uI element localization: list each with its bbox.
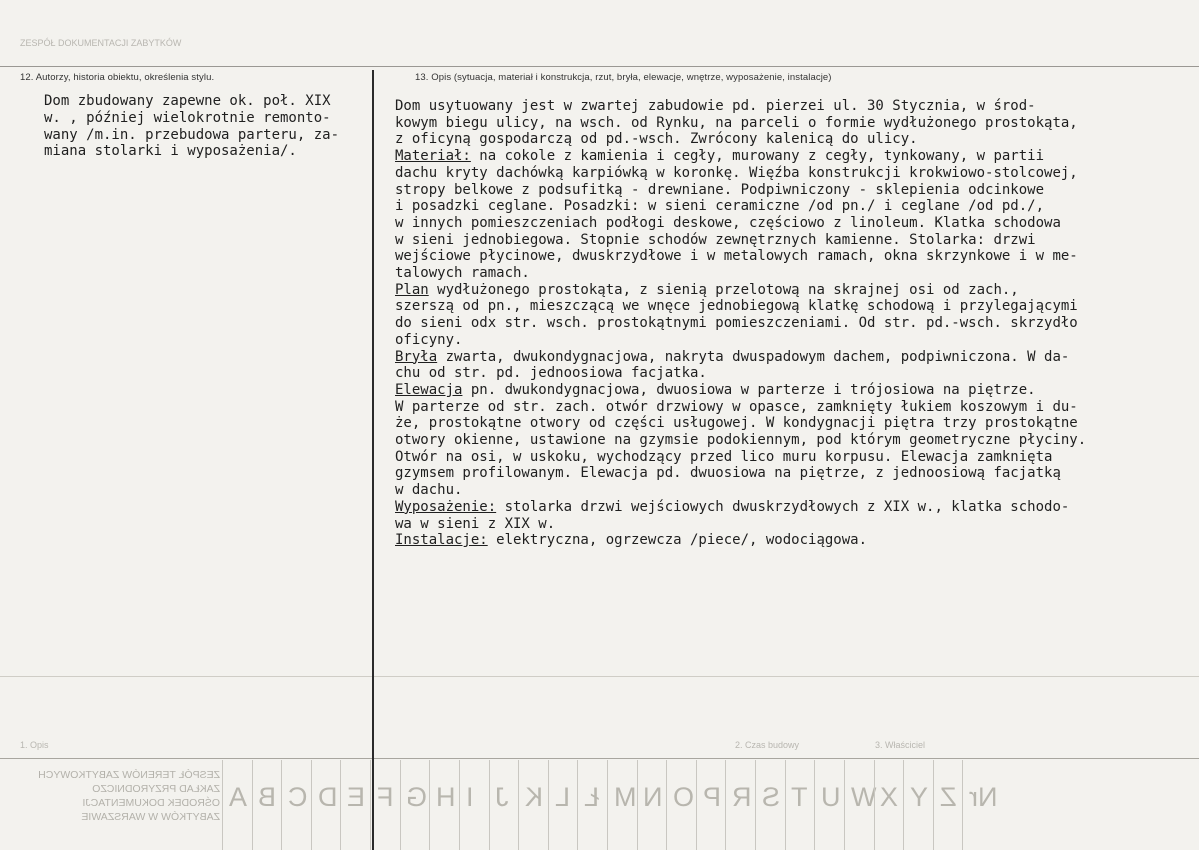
plan-first-line: wydłużonego prostokąta, z sienią przelotową na skrajnej osi od zach., [428,281,1019,298]
index-letter: K [524,782,543,812]
index-letter-cell [400,760,431,850]
stamp-line: ZESPÓŁ TERENÓW ZABYTKOWYCH [38,769,220,781]
elewacja-line: otwory okienne, ustawione na gzymsie podokiennym, pod którym geometryczne płyciny. [395,432,1087,449]
section-12-header: 12. Autorzy, historia obiektu, określenia stylu. [20,72,215,83]
elewacja-line: gzymsem profilowanym. Elewacja pd. dwuosiowa na piętrze, z jednoosiową facjatką [395,465,1061,482]
index-letter-cell [666,760,697,850]
instalacje-first-line: elektryczna, ogrzewcza /piece/, wodociągowa. [487,532,868,549]
left-line: Dom zbudowany zapewne ok. poł. XIX [44,93,331,109]
index-letter-cell [725,760,756,850]
elewacja-line: że, prostokątne otwory od części usługowej. W kondygnacji piętra trzy prostokątne [395,415,1078,432]
plan-line: oficyny. [395,331,463,348]
index-letter: I [465,782,474,812]
index-letter: U [821,782,841,812]
authors-history-text [44,93,364,160]
index-letter-cell [844,760,875,850]
wyposazenie-line: wa w sieni z XIX w. [395,515,556,532]
index-letter: G [406,782,428,812]
index-letter: A [228,782,247,812]
index-letter-cell [874,760,905,850]
plan-line: szerszą od pn., mieszczącą we wnęce jednobiegową klatkę schodową i przylegającymi [395,298,1078,315]
description-text [395,98,1195,549]
reverse-stamp-block [10,768,220,824]
elewacja-first-line: pn. dwukondygnacjowa, dwuosiowa w parterze i trójosiowa na piętrze. [462,381,1036,398]
elewacja-line: w dachu. [395,482,463,499]
index-letter: S [761,782,780,812]
index-letter: B [258,782,277,812]
index-letter-cell [429,760,460,850]
material-line: w innych pomieszczeniach podłogi deskowe, częściowo z linoleum. Klatka schodowa [395,214,1061,231]
elewacja-line: Otwór na osi, w uskoku, wychodzący przed lico muru korpusu. Elewacja zamknięta [395,448,1053,465]
material-line: i posadzki ceglane. Posadzki: w sieni ceramiczne /od pn./ i ceglane /od pd./, [395,198,1045,215]
section-13-header: 13. Opis (sytuacja, materiał i konstrukcja, rzut, bryła, elewacje, wnętrze, wyposażenie, instalacje) [415,72,832,83]
ghost-rule-1 [0,676,1199,677]
index-letter-cell [962,760,998,850]
stamp-line: ZAKŁAD PRZYRODNICZO [92,783,220,795]
index-letter-cell [696,760,727,850]
instalacje-label: Instalacje: [395,532,488,549]
index-letter: M [613,782,637,812]
bryla-paragraph [395,349,1195,366]
index-letter: J [495,782,509,812]
index-letter-cell [252,760,283,850]
bryla-first-line: zwarta, dwukondygnacjowa, nakryta dwuspadowym dachem, podpiwniczona. W da- [437,348,1070,365]
intro-line: kowym biegu ulicy, na wsch. od Rynku, na parceli o formie wydłużonego prostokąta, [395,114,1078,131]
index-letter-cell [370,760,401,850]
top-rule [0,66,1199,67]
elewacja-line: W parterze od str. zach. otwór drzwiowy w opasce, zamknięty łukiem koszowym i du- [395,398,1078,415]
index-letter-cell [755,760,786,850]
index-letter-cell [577,760,608,850]
index-letter-cell [340,760,371,850]
plan-line: do sieni odx str. wsch. prostokątnymi pomieszczeniami. Od str. pd.-wsch. skrzydło [395,315,1078,332]
index-letter: F [376,782,394,812]
index-letter: W [850,782,877,812]
index-letter: C [288,782,308,812]
instalacje-paragraph [395,532,1195,549]
index-letter-cell [459,760,490,850]
material-paragraph [395,148,1195,165]
index-letter: R [732,782,752,812]
material-line: talowych ramach. [395,265,530,282]
ghost-row-c: 3. Właściciel [875,740,926,750]
index-letter-cell [311,760,342,850]
index-letter: D [317,782,338,812]
index-letter-cell [281,760,312,850]
index-letter: T [791,782,808,812]
index-letter-cell [933,760,964,850]
ghost-top-left: ZESPÓŁ DOKUMENTACJI ZABYTKÓW [20,38,182,48]
index-letter-cell [489,760,520,850]
index-letter-cell [607,760,638,850]
bryla-line: chu od str. pd. jednoosiowa facjatka. [395,365,707,382]
index-letter: N [643,782,663,812]
index-letter: Ł [584,782,600,812]
stamp-line: ZABYTKÓW W WARSZAWIE [81,811,220,823]
intro-line: Dom usytuowany jest w zwartej zabudowie pd. pierzei ul. 30 Stycznia, w środ- [395,98,1036,114]
material-first-line: na cokole z kamienia i cegły, murowany z cegły, tynkowany, w partii [470,148,1045,165]
index-letter-cell [518,760,549,850]
index-letter-strip [222,760,998,850]
index-letter-cell [548,760,579,850]
left-line: wany /m.in. przebudowa parteru, za- [44,126,340,143]
ghost-row-a: 1. Opis [20,740,49,750]
index-letter-cell [903,760,934,850]
bryla-label: Bryła [395,348,438,365]
wyposazenie-paragraph [395,499,1195,516]
ghost-rule-2 [0,758,1199,759]
column-divider [372,70,374,850]
stamp-line: OŚRODEK DOKUMENTACJI [82,797,220,809]
index-letter-cell [814,760,845,850]
index-letter: O [673,782,695,812]
index-letter: Z [939,782,957,812]
index-letter: X [880,782,899,812]
wyposazenie-first-line: stolarka drzwi wejściowych dwuskrzydłowych z XIX w., klatka schodo- [496,498,1070,515]
index-letter: Y [909,782,928,812]
material-line: wejściowe płycinowe, dwuskrzydłowe i w metalowych ramach, okna skrzynkowe i w me- [395,248,1078,265]
index-letter: P [702,782,721,812]
elewacja-label: Elewacja [395,381,463,398]
index-letter-cell [785,760,816,850]
intro-line: z oficyną gospodarczą od pd.-wsch. Zwrócony kalenicą do ulicy. [395,131,918,148]
left-line: w. , później wielokrotnie remonto- [44,109,331,126]
elewacja-paragraph [395,382,1195,399]
ghost-row-b: 2. Czas budowy [735,740,800,750]
index-letter-cell [222,760,253,850]
left-line: miana stolarki i wyposażenia/. [44,143,297,160]
plan-paragraph [395,282,1195,299]
material-line: dachu kryty dachówką karpiówką w koronkę. Więźba konstrukcji krokwiowo-stolcowej, [395,164,1078,181]
index-letter: L [554,782,570,812]
material-line: stropy belkowe z podsufitką - drewniane. Podpiwniczony - sklepienia odcinkowe [395,181,1045,198]
wyposazenie-label: Wyposażenie: [395,498,497,515]
plan-label: Plan [395,281,429,298]
material-line: w sieni jednobiegowa. Stopnie schodów zewnętrznych kamienne. Stolarka: drzwi [395,231,1036,248]
index-letter: H [436,782,456,812]
index-letter-cell [637,760,668,850]
index-letter: Nr [969,782,998,812]
material-label: Materiał: [395,148,471,165]
index-letter: E [347,782,366,812]
